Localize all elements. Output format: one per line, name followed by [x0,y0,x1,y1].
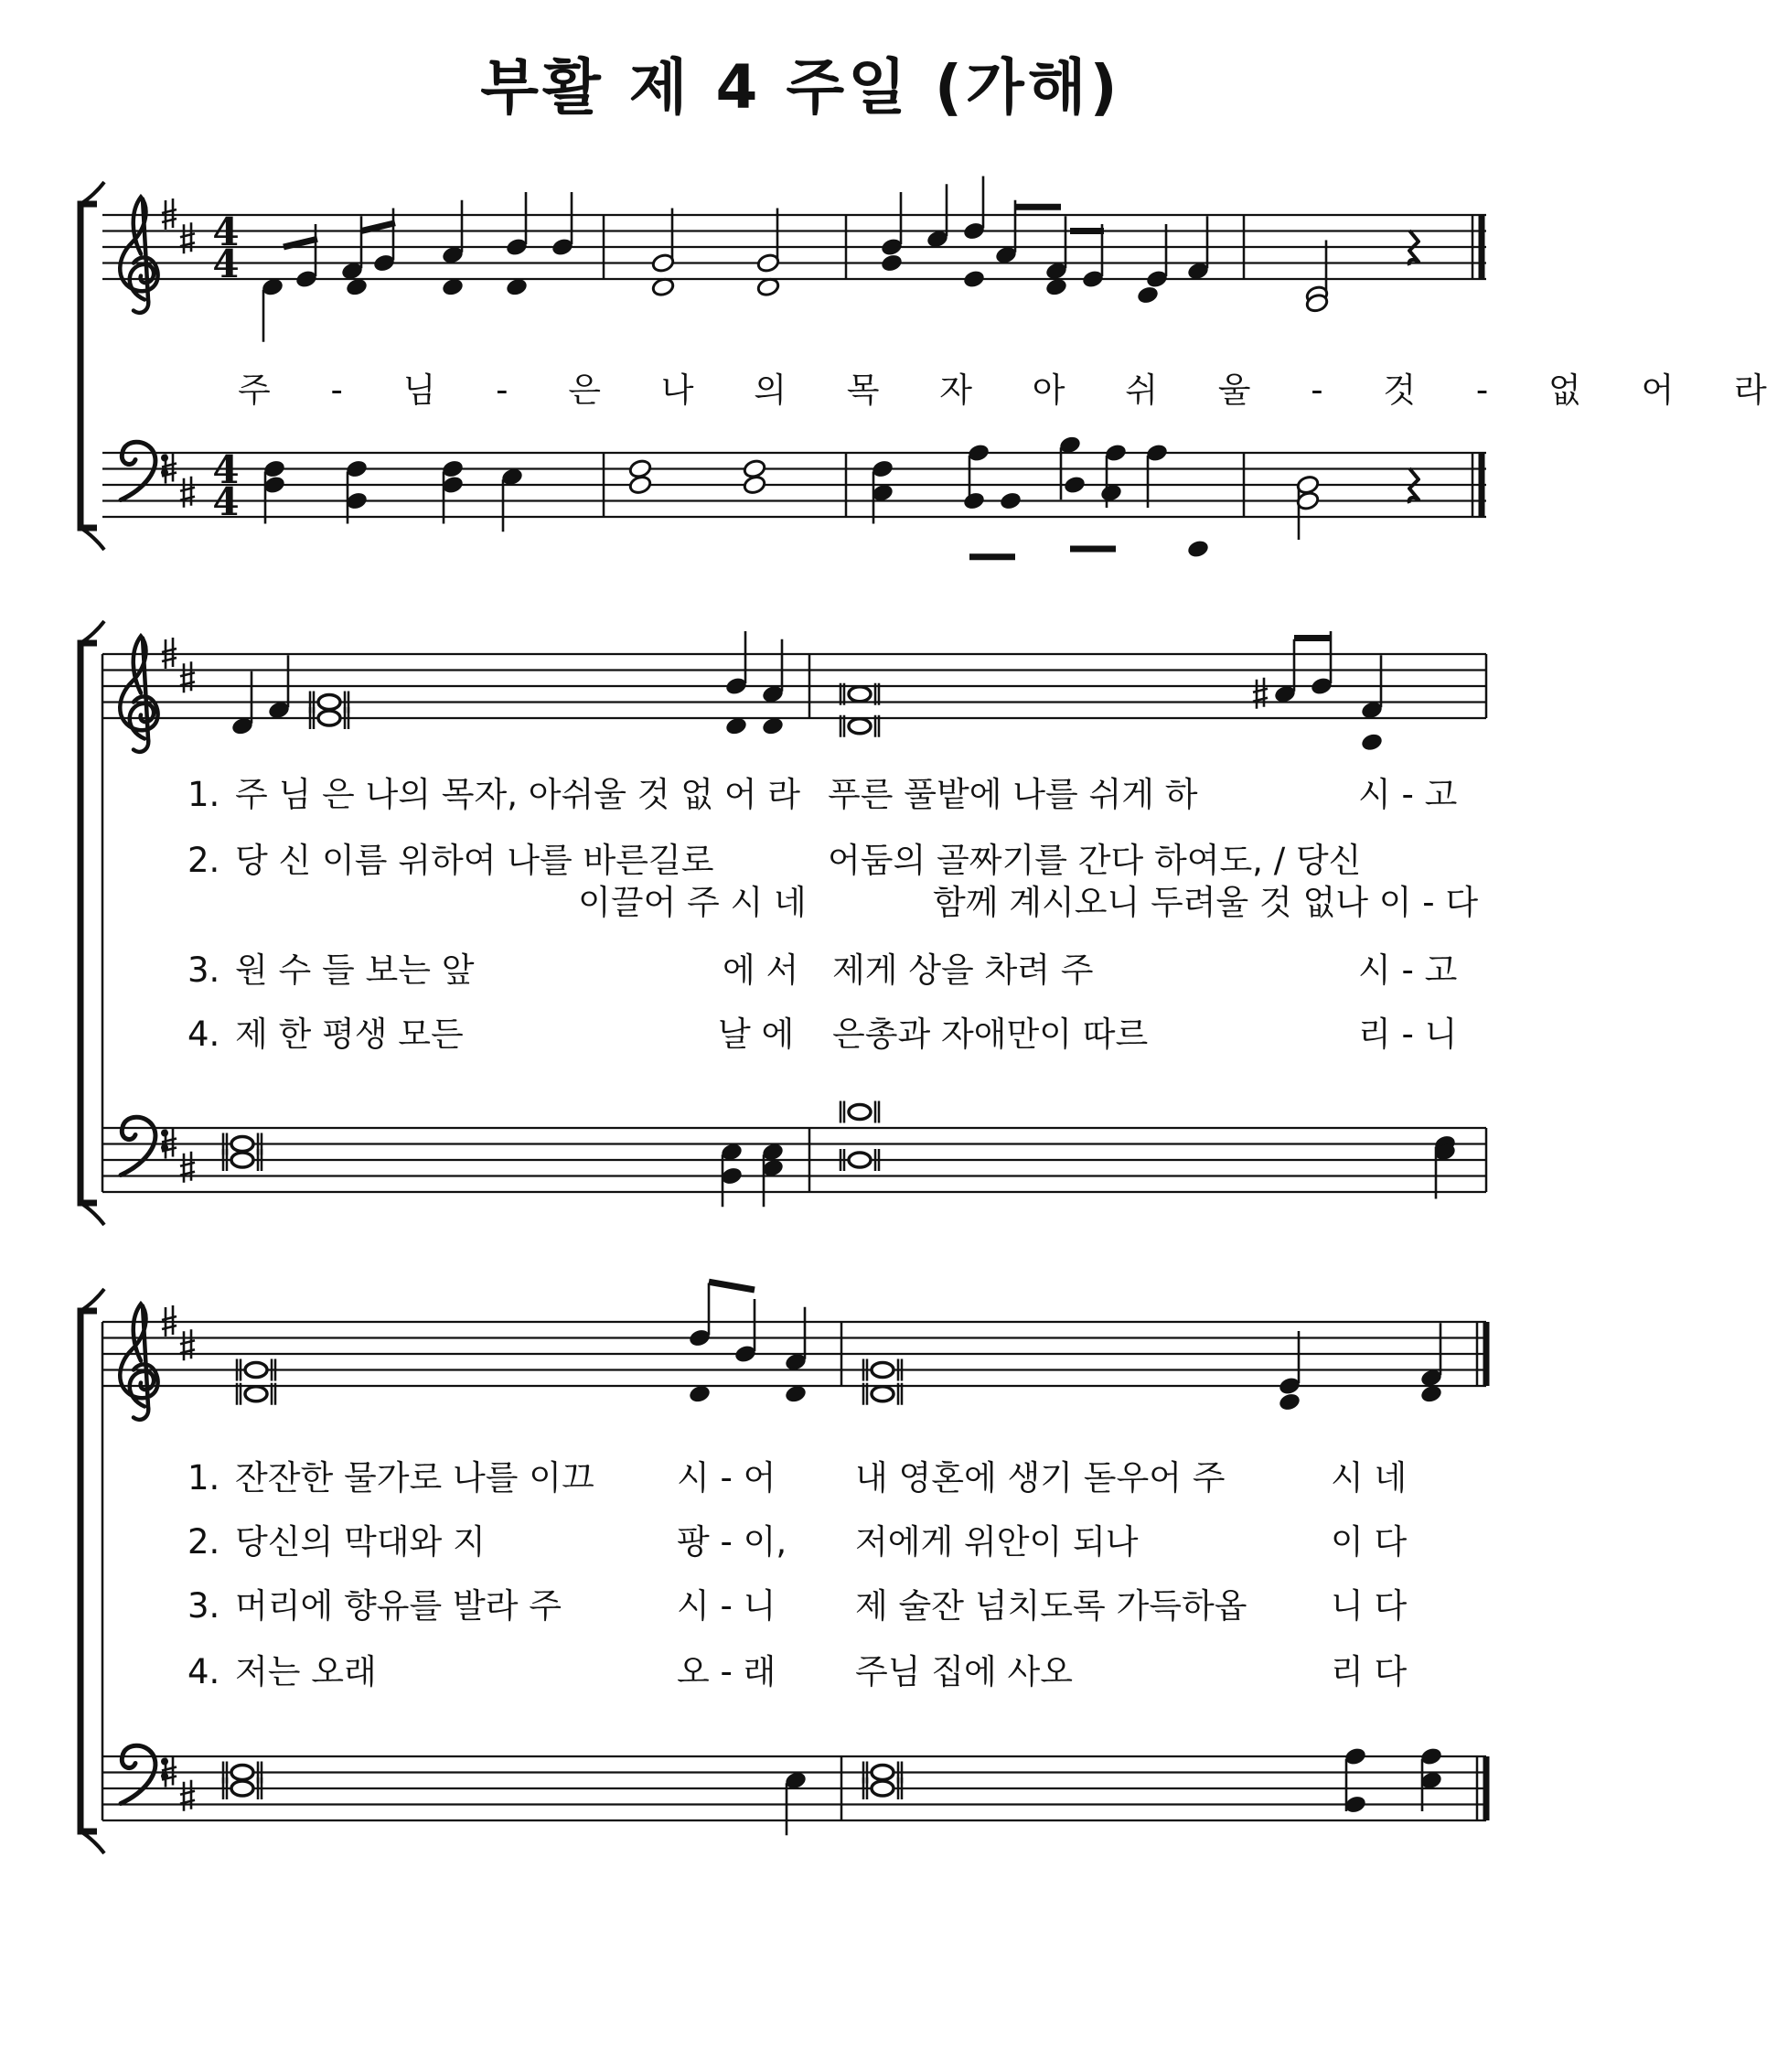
page-title: 부활 제 4 주일 (가해) [480,52,1121,123]
note-beam [709,1282,755,1290]
bass-clef-icon [121,1117,168,1175]
bracket-hook-bottom [80,1203,104,1225]
verse-text-c: 시 - 고 [1358,950,1458,990]
bass-lower-note [1186,539,1210,560]
bass-lower-note [1063,475,1087,496]
verse-text-c: 시 네 [1331,1458,1408,1498]
system-bracket [80,204,97,528]
verse-text-a: 당 신 이름 위하여 나를 바른길로 [235,841,714,880]
verse-text-a: 저는 오래 [235,1652,377,1691]
bracket-hook-top [80,621,104,643]
bracket-hook-bottom [80,1831,104,1853]
verse-2-tone-2 [187,1514,1408,1563]
verse-text-a: 제 한 평생 모든 [235,1015,464,1054]
verse-text-b: 제게 상을 차려 주 [832,950,1094,990]
verse-text-c: 니 다 [1331,1586,1408,1626]
system-bracket [80,643,97,1203]
alto-note [962,269,986,290]
sharp-c-icon [180,1780,195,1811]
verse-number: 1. [187,1458,220,1498]
sharp-accidental-icon [1253,678,1268,709]
verse-text-b: 어둠의 골짜기를 간다 하여도, / 당신 [828,841,1362,880]
verse-text-b2: 함께 계시오니 두려울 것 없나 이 - 다 [933,883,1479,922]
verse-text-c: 이 다 [1331,1522,1408,1562]
alto-note [1360,732,1384,753]
verse-text-a: 원 수 들 보는 앞 [235,950,475,990]
bracket-hook-top [80,1289,104,1311]
verse-4-tone-2 [187,1644,1408,1693]
time-sig-top: 4 [212,447,240,492]
verse-text-b: 푸른 풀밭에 나를 쉬게 하 [828,775,1198,814]
verse-text-a: 머리에 향유를 발라 주 [235,1586,562,1626]
verse-text-a: 주 님 은 나의 목자, 아쉬울 것 없 어 라 [235,775,800,814]
time-sig-bottom: 4 [212,479,240,524]
verse-number: 2. [187,841,220,880]
verse-text-a2: 이끌어 주 시 네 [578,883,807,922]
verse-text-a-end: 시 - 어 [677,1458,776,1498]
verse-text-a-end: 에 서 [723,950,799,990]
system-bracket [80,1311,97,1831]
verse-text-c: 리 다 [1331,1652,1408,1691]
sharp-c-icon [180,1329,195,1360]
bracket-hook-top [80,182,104,204]
bass-clef-icon [121,1745,168,1803]
sharp-c-icon [180,477,195,508]
verse-number: 3. [187,950,220,990]
verse-number: 4. [187,1652,220,1691]
verse-text-b: 은총과 자애만이 따르 [832,1015,1149,1054]
bass-lower-note [962,490,986,511]
sharp-c-icon [180,1152,195,1183]
verse-text-a-end: 시 - 니 [677,1586,776,1626]
verse-text-a: 당신의 막대와 지 [235,1522,486,1562]
verse-1-tone-2 [187,1450,1408,1499]
bass-lower-note [628,475,652,496]
verse-3-tone-2 [187,1578,1408,1627]
alto-note [1136,284,1160,306]
verse-number: 1. [187,775,220,814]
sharp-c-icon [180,222,195,253]
verse-text-a-end: 팡 - 이, [677,1522,787,1562]
verse-text-b: 내 영혼에 생기 돋우어 주 [855,1458,1226,1498]
refrain-lyric: 주 - 님 - 은 나 의 목 자 아 쉬 울 - 것 - 없 어 라 [238,370,1788,410]
verse-number: 4. [187,1015,220,1054]
alto-note [1278,1391,1301,1412]
verse-text-b: 제 술잔 넘치도록 가득하옵 [855,1586,1247,1626]
bass-clef-icon [121,442,168,499]
recitation-tone [840,1101,879,1123]
verse-text-a-end: 오 - 래 [677,1652,776,1691]
note-beam [361,223,395,231]
verse-text-b: 주님 집에 사오 [855,1652,1073,1691]
verse-text-a-end: 날 에 [718,1015,795,1054]
bracket-hook-bottom [80,528,104,550]
bass-lower-note [999,490,1022,511]
verse-text-c: 시 - 고 [1358,775,1458,814]
time-sig-bottom: 4 [212,242,240,286]
verse-1-tone-1 [187,767,1458,816]
time-sig-top: 4 [212,209,240,254]
sharp-c-icon [180,661,195,692]
bass-lower-note [743,475,766,496]
verse-text-b: 저에게 위안이 되나 [855,1522,1139,1562]
note-beam [284,239,317,247]
alto-note [880,252,904,274]
verse-number: 2. [187,1522,220,1562]
verse-3-tone-1 [187,942,1458,992]
verse-text-c: 리 - 니 [1358,1015,1458,1054]
verse-text-a: 잔잔한 물가로 나를 이끄 [235,1458,594,1498]
verse-number: 3. [187,1586,220,1626]
verse-4-tone-1 [187,1006,1458,1056]
